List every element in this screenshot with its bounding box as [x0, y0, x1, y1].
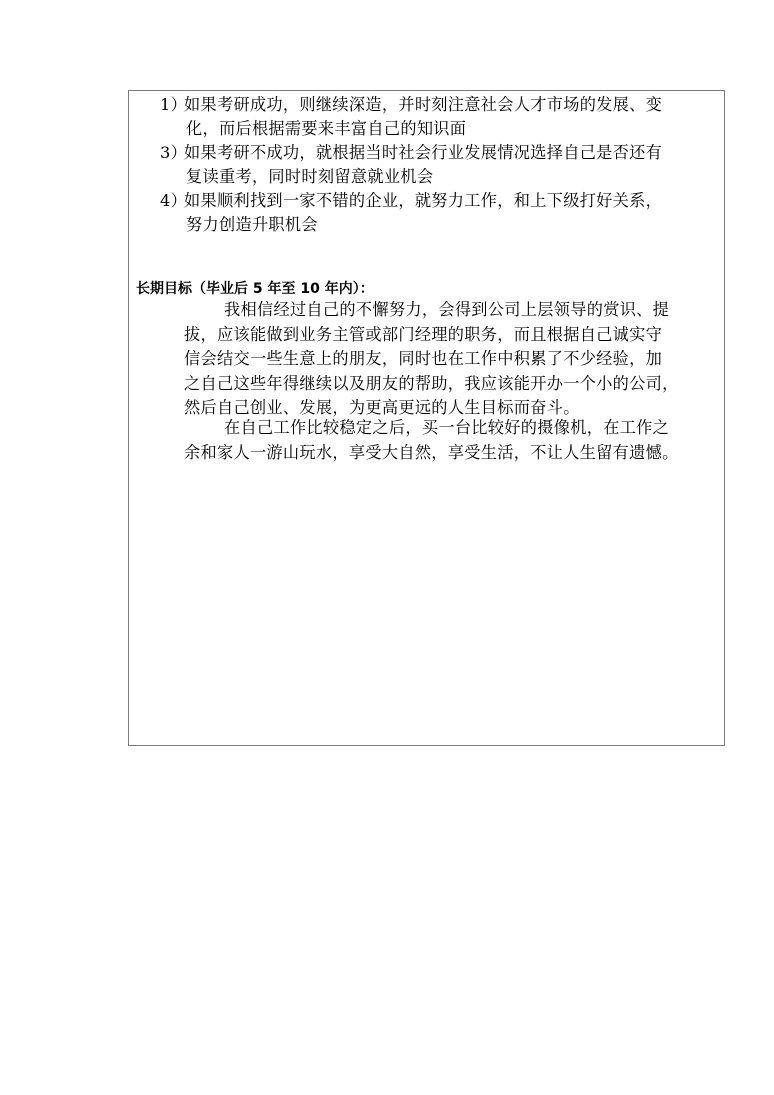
list-item [160, 141, 726, 189]
list-item-number: 1） [160, 95, 188, 114]
list-item-line: 复读重考，同时时刻留意就业机会 [186, 167, 434, 186]
list-item-line: 如果顺利找到一家不错的企业，就努力工作，和上下级打好关系， [184, 191, 663, 210]
paragraph-line: 之自己这些年得继续以及朋友的帮助，我应该能开办一个小的公司， [184, 373, 679, 393]
list-item-number: 3） [160, 143, 188, 162]
long-term-goal-heading: 长期目标（毕业后 5 年至 10 年内）： [136, 281, 374, 297]
list-item [160, 189, 726, 237]
paragraph-line: 拔，应该能做到业务主管或部门经理的职务，而且根据自己诚实守 [184, 324, 663, 344]
paragraph-line: 信会结交一些生意上的朋友，同时也在工作中积累了不少经验，加 [184, 349, 663, 368]
paragraph-line: 然后自己创业、发展，为更高更远的人生目标而奋斗。 [184, 398, 580, 417]
long-term-paragraph [184, 416, 720, 465]
paragraph-line: 我相信经过自己的不懈努力，会得到公司上层领导的赏识、提 [224, 300, 670, 319]
long-term-paragraph [184, 298, 720, 421]
plan-list [160, 93, 726, 237]
list-item-line: 如果考研成功，则继续深造，并时刻注意社会人才市场的发展、变 [184, 95, 663, 114]
paragraph-line: 余和家人一游山玩水，享受大自然，享受生活，不让人生留有遗憾。 [184, 442, 679, 462]
list-item-number: 4） [160, 191, 188, 210]
list-item-line: 化，而后根据需要来丰富自己的知识面 [186, 119, 467, 138]
paragraph-line: 在自己工作比较稳定之后，买一台比较好的摄像机，在工作之 [224, 418, 670, 437]
list-item-line: 如果考研不成功，就根据当时社会行业发展情况选择自己是否还有 [184, 143, 663, 162]
list-item [160, 93, 726, 141]
list-item-line: 努力创造升职机会 [186, 215, 318, 234]
